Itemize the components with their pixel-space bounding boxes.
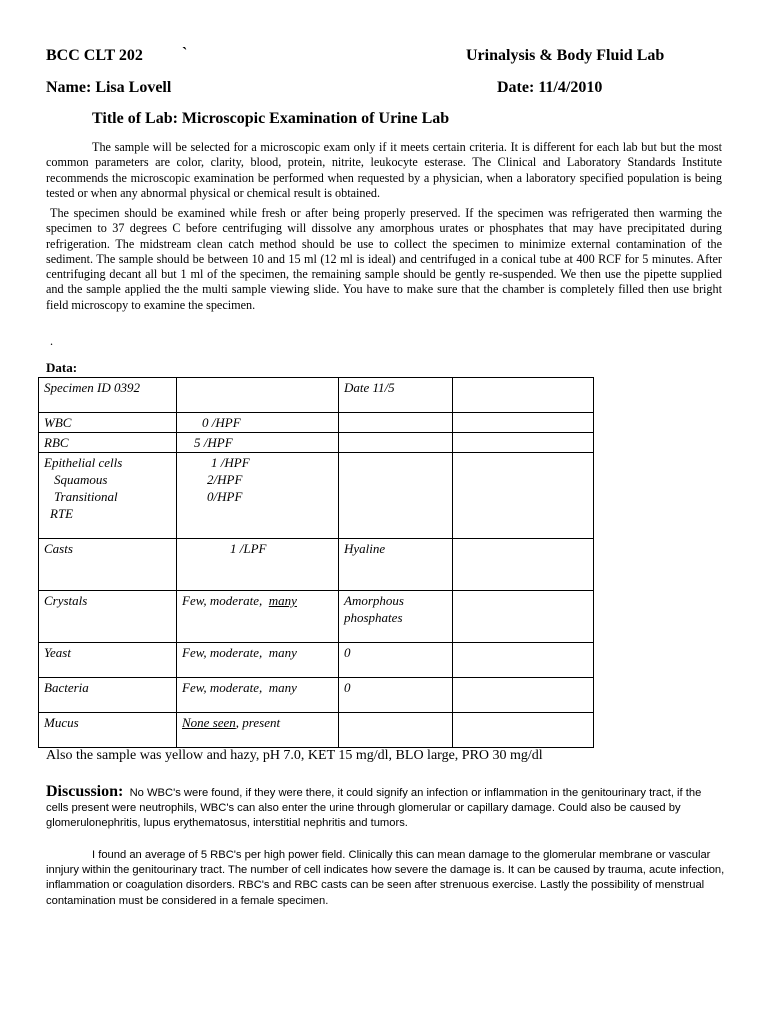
mucus-selected: None seen (182, 715, 236, 730)
discussion-paragraph-2: I found an average of 5 RBC's per high power field. Clinically this can mean damage to the glomerular membrane or vascular innjury within the genitourinary tract. The number of cell indicates how severe the damage is. It can be caused by trauma, acute infection, inflammation or coagulation disorders. RBC's and RBC casts can be seen after strenuous exercise. Lastly the possibility of menstrual contamination must be considered in a female specimen. (46, 849, 725, 907)
crystals-type: Amorphous phosphates (339, 591, 453, 643)
intro-paragraph-2: The specimen should be examined while fresh or after being properly preserved. If the specimen was refrigerated then warming the specimen to 37 degrees C before centrifuging will dissolve any amorphous urates or phosphates that may have precipitated during refrigeration. The midstream clean catch method should be use to collect the specimen to minimize external contamination of the sediment. The sample should be between 10 and 15 ml (12 ml is ideal) and centrifuged in a conical tube at 400 RCF for 5 minutes. After centrifuging decant all but 1 ml of the specimen, the remaining sample should be gently re-suspended. We then use the pipette supplied and the sample applied the the multi sample viewing slide. You have to make sure that the chamber is completely filled then use bright field microscopy to examine the specimen. (46, 206, 722, 312)
transitional-label: Transitional (54, 489, 118, 504)
empty-cell (453, 713, 594, 748)
lab-name: Urinalysis & Body Fluid Lab (466, 47, 665, 64)
squamous-label: Squamous (54, 472, 108, 487)
empty-cell (453, 413, 594, 433)
rbc-value: 5 /HPF (177, 433, 339, 453)
table-row (39, 413, 594, 433)
empty-cell (453, 539, 594, 591)
casts-label: Casts (39, 539, 177, 591)
sample-summary: Also the sample was yellow and hazy, pH 7.0, KET 15 mg/dl, BLO large, PRO 30 mg/dl (46, 748, 543, 763)
table-row (39, 678, 594, 713)
casts-type: Hyaline (339, 539, 453, 591)
epithelial-value: 1 /HPF (211, 455, 250, 470)
data-heading: Data: (46, 360, 78, 375)
empty-cell (453, 378, 594, 413)
table-row (39, 433, 594, 453)
crystals-label: Crystals (39, 591, 177, 643)
mucus-rest: , present (235, 715, 281, 730)
crystals-selected: many (268, 593, 297, 608)
crystals-scale-cell (177, 591, 339, 643)
table-row (39, 713, 594, 748)
yeast-scale: Few, moderate, many (177, 643, 339, 678)
squamous-value: 2/HPF (207, 472, 243, 487)
table-row (39, 591, 594, 643)
empty-cell (453, 433, 594, 453)
discussion-heading: Discussion: (46, 783, 124, 800)
yeast-value: 0 (339, 643, 453, 678)
epithelial-label: Epithelial cells (44, 455, 123, 470)
intro-paragraph-1: The sample will be selected for a microscopic exam only if it meets certain criteria. It is different for each lab but but the most common parameters are color, clarity, blood, protein, nitrite, leukocyte esterase. The Clinical and Laboratory Standards Institute recommends the microscopic examination be performed when requested by a physician, when a laboratory specified population is being tested or when any abnormal physical or chemical result is obtained. (46, 140, 722, 200)
student-name: Name: Lisa Lovell (46, 79, 172, 96)
empty-cell (339, 453, 453, 539)
wbc-label: WBC (39, 413, 177, 433)
date-cell: Date 11/5 (339, 378, 453, 413)
crystals-scale: Few, moderate, (182, 593, 263, 608)
stray-tick: ` (182, 45, 188, 62)
transitional-value: 0/HPF (207, 489, 243, 504)
empty-cell (453, 643, 594, 678)
yeast-label: Yeast (39, 643, 177, 678)
casts-value: 1 /LPF (177, 539, 339, 591)
wbc-value: 0 /HPF (177, 413, 339, 433)
table-row (39, 378, 594, 413)
table-row (39, 539, 594, 591)
epithelial-values (177, 453, 339, 539)
empty-cell (177, 378, 339, 413)
table-row (39, 643, 594, 678)
empty-cell (453, 453, 594, 539)
mucus-label: Mucus (39, 713, 177, 748)
specimen-table (38, 377, 594, 748)
table-row (39, 453, 594, 539)
discussion-text-1: No WBC's were found, if they were there, it could signify an infection or inflammation in the genitourinary tract, if the cells present were neutrophils, WBC's can also enter the urine through glomerular or capillary damage. Could also be caused by glomerulonephritis, lupus erythematosus, interstitial nephritis and tumors. (46, 787, 702, 830)
empty-cell (453, 591, 594, 643)
bacteria-scale: Few, moderate, many (177, 678, 339, 713)
lab-date: Date: 11/4/2010 (497, 79, 603, 96)
specimen-id-cell: Specimen ID 0392 (39, 378, 177, 413)
stray-dot: . (50, 334, 54, 348)
empty-cell (453, 678, 594, 713)
course-code: BCC CLT 202 (46, 47, 143, 64)
bacteria-label: Bacteria (39, 678, 177, 713)
lab-title: Title of Lab: Microscopic Examination of Urine Lab (92, 110, 450, 127)
rte-label: RTE (50, 506, 74, 521)
empty-cell (339, 713, 453, 748)
mucus-cell (177, 713, 339, 748)
empty-cell (339, 413, 453, 433)
discussion-paragraph-1 (46, 784, 726, 832)
bacteria-value: 0 (339, 678, 453, 713)
rbc-label: RBC (39, 433, 177, 453)
epithelial-cell (39, 453, 177, 539)
empty-cell (339, 433, 453, 453)
